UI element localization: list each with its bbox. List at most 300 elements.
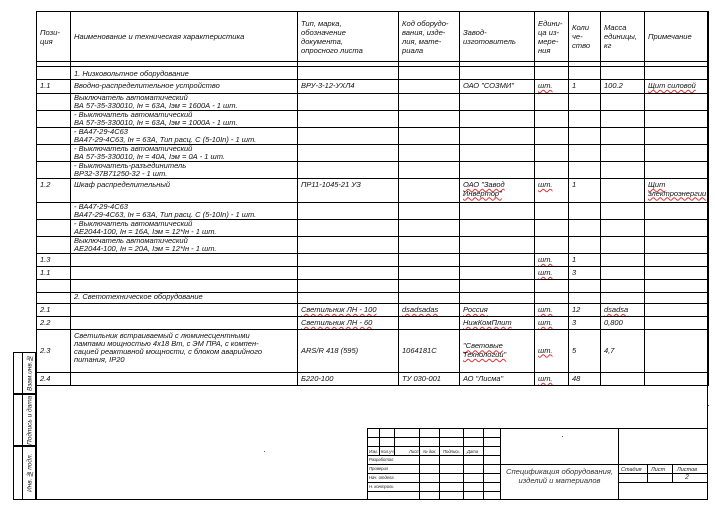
cell-qty [569, 330, 601, 373]
cell-note [645, 317, 709, 330]
cell-note [645, 280, 709, 293]
cell-qty [569, 94, 601, 111]
cell-qty [569, 267, 601, 280]
cell-maker [460, 220, 535, 237]
stamp-stage-label: Стадия [621, 467, 642, 473]
value-pos: 1.1 [40, 81, 51, 90]
stamp-col-signature: Подпись [443, 449, 460, 454]
table-row [37, 317, 709, 330]
cell-type [298, 237, 399, 254]
cell-note [645, 145, 709, 162]
value-qty: 3 [572, 318, 577, 327]
cell-maker [460, 373, 535, 386]
cell-maker [460, 145, 535, 162]
value-pos: 2.2 [40, 318, 51, 327]
cell-pos [37, 373, 71, 386]
value-mass: 100.2 [604, 81, 623, 90]
cell-maker [460, 330, 535, 373]
cell-pos [37, 162, 71, 179]
name-line: - ВА47-29-4С63 [74, 127, 128, 136]
cell-pos [37, 145, 71, 162]
cell-note [645, 373, 709, 386]
cell-unit [535, 67, 569, 80]
name-line: ВА 57-35-330010, Iн = 63А, Iэм = 1000А - 1 шт. [74, 118, 238, 127]
value-type: Светильник ЛН - 100 [301, 305, 377, 314]
cell-type [298, 373, 399, 386]
cell-qty [569, 80, 601, 94]
cell-pos [37, 293, 71, 304]
cell-unit [535, 304, 569, 317]
value-qty: 12 [572, 305, 581, 314]
cell-name [71, 162, 298, 179]
table-row [37, 162, 709, 179]
cell-name [71, 267, 298, 280]
cell-type [298, 254, 399, 267]
header-code: Код оборудо- вания, изде- лия, мате- риала [399, 12, 460, 62]
cell-code [399, 94, 460, 111]
cell-type [298, 267, 399, 280]
cell-name [71, 111, 298, 128]
cell-code [399, 111, 460, 128]
name-line: Выключатель автоматический [74, 93, 188, 102]
cell-pos [37, 317, 71, 330]
cell-mass [601, 179, 645, 203]
cell-pos [37, 267, 71, 280]
cell-mass [601, 128, 645, 145]
cell-name [71, 80, 298, 94]
cell-note [645, 220, 709, 237]
value-code: dsadsadas [402, 305, 439, 314]
cell-maker [460, 111, 535, 128]
table-row [37, 80, 709, 94]
name-line: АЕ2044-100, Iн = 16А, Iэм = 12*Iн - 1 шт. [74, 227, 217, 236]
cell-code [399, 280, 460, 293]
cell-code [399, 254, 460, 267]
cell-pos [37, 330, 71, 373]
name-line: Вводно-распределительное устройство [74, 81, 220, 90]
cell-name [71, 304, 298, 317]
table-row [37, 94, 709, 111]
value-code: ТУ 030-001 [402, 374, 441, 383]
side-box-inv-orig [13, 446, 36, 500]
stamp-role-developer: Разработал [369, 457, 394, 462]
cell-name [71, 280, 298, 293]
cell-pos [37, 94, 71, 111]
value-unit: шт. [538, 255, 553, 264]
name-line: - Выключатель автоматический [74, 219, 193, 228]
table-row [37, 330, 709, 373]
cell-qty [569, 280, 601, 293]
cell-code [399, 67, 460, 80]
name-line [74, 267, 294, 269]
cell-code [399, 220, 460, 237]
cell-name [71, 237, 298, 254]
name-line: 2. Светотехническое оборудование [74, 292, 203, 301]
stamp-col-count: Кол.уч. [381, 449, 395, 454]
stamp-role-head: Нач. отдела [369, 475, 394, 480]
value-code: 1064181С [402, 345, 437, 355]
cell-unit [535, 145, 569, 162]
table-row [37, 220, 709, 237]
table-row [37, 179, 709, 203]
cell-type [298, 67, 399, 80]
cell-mass [601, 237, 645, 254]
cell-qty [569, 293, 601, 304]
header-quantity: Коли че- ство [569, 12, 601, 62]
cell-pos [37, 128, 71, 145]
name-line: 1. Низковольтное оборудование [74, 69, 189, 78]
table-row [37, 304, 709, 317]
value-mass: 4,7 [604, 345, 615, 355]
cell-code [399, 179, 460, 203]
cell-mass [601, 330, 645, 373]
cell-type [298, 203, 399, 220]
cell-code [399, 237, 460, 254]
table-row [37, 280, 709, 293]
cell-unit [535, 267, 569, 280]
cell-qty [569, 254, 601, 267]
cell-maker [460, 293, 535, 304]
value-mass: 0,800 [604, 318, 623, 327]
cell-maker [460, 280, 535, 293]
cell-pos [37, 67, 71, 80]
cell-qty [569, 317, 601, 330]
cell-type [298, 280, 399, 293]
value-qty: 3 [572, 268, 577, 277]
cell-maker [460, 162, 535, 179]
cell-pos [37, 304, 71, 317]
name-line: Выключатель автоматический [74, 236, 188, 245]
cell-maker [460, 203, 535, 220]
value-pos: 1.1 [40, 268, 51, 277]
specification-table [36, 11, 709, 386]
header-unit: Едини- ца из- мере- ния [535, 12, 569, 62]
header-name: Наименование и техническая характеристика [71, 12, 298, 62]
table-row [37, 237, 709, 254]
side-stamp [13, 352, 36, 500]
cell-mass [601, 280, 645, 293]
cell-note [645, 67, 709, 80]
header-position: Пози- ция [37, 12, 71, 62]
cell-code [399, 317, 460, 330]
cell-code [399, 203, 460, 220]
cell-name [71, 220, 298, 237]
cell-note [645, 162, 709, 179]
cell-qty [569, 67, 601, 80]
cell-unit [535, 373, 569, 386]
table-row [37, 373, 709, 386]
stamp-role-checker: Проверил [369, 466, 389, 471]
cell-mass [601, 162, 645, 179]
cell-unit [535, 203, 569, 220]
cell-name [71, 293, 298, 304]
cell-mass [601, 317, 645, 330]
cell-name [71, 67, 298, 80]
cell-pos [37, 254, 71, 267]
cell-code [399, 80, 460, 94]
cell-name [71, 373, 298, 386]
cell-code [399, 128, 460, 145]
cell-type [298, 330, 399, 373]
name-line: ВР32-37В71250-32 - 1 шт. [74, 169, 168, 178]
cell-unit [535, 179, 569, 203]
name-line: Светильник встраиваемый с люминесцентными [74, 331, 250, 340]
cell-type [298, 80, 399, 94]
cell-type [298, 145, 399, 162]
side-box-signature [13, 394, 36, 446]
name-line [74, 304, 294, 306]
table-row [37, 128, 709, 145]
cell-note [645, 330, 709, 373]
cell-unit [535, 94, 569, 111]
name-line: сацией реактивной мощности, с блоком аварийного [74, 347, 262, 356]
cell-name [71, 94, 298, 111]
cell-type [298, 304, 399, 317]
cell-unit [535, 254, 569, 267]
table-row [37, 111, 709, 128]
cell-note [645, 237, 709, 254]
cell-maker [460, 179, 535, 203]
cell-mass [601, 145, 645, 162]
cell-type [298, 179, 399, 203]
value-maker: Россия [463, 305, 488, 314]
name-line: Шкаф распределительный [74, 180, 171, 189]
side-label-inv-orig: Инв. №подл. [26, 453, 34, 493]
cell-mass [601, 373, 645, 386]
cell-pos [37, 280, 71, 293]
cell-note [645, 94, 709, 111]
stamp-col-date: Дата [467, 449, 479, 454]
stamp-col-docnum: № док. [423, 449, 437, 454]
cell-code [399, 145, 460, 162]
cell-name [71, 145, 298, 162]
cell-note [645, 267, 709, 280]
cell-mass [601, 304, 645, 317]
name-line: - ВА47-29-4С63 [74, 202, 128, 211]
cell-name [71, 179, 298, 203]
name-line: ВА47-29-4С63, Iн = 63А, Тип расц. С (5-10In) - 1 шт. [74, 135, 257, 144]
cell-mass [601, 111, 645, 128]
cell-qty [569, 128, 601, 145]
name-line: ВА 57-35-330010, Iн = 63А, Iэм = 1600А - 1 шт. [74, 101, 238, 110]
name-line: ВА 57-35-330010, Iн = 40А, Iэм = 0А - 1 шт. [74, 152, 226, 161]
cell-pos [37, 179, 71, 203]
name-line: - Выключатель автоматический [74, 144, 193, 153]
cell-qty [569, 145, 601, 162]
value-maker: АО "Лисма" [463, 374, 504, 383]
stamp-sheet-label: Лист [651, 467, 666, 473]
table-row [37, 254, 709, 267]
cell-mass [601, 293, 645, 304]
cell-qty [569, 203, 601, 220]
side-label-inv-dup: Взам.инв.№ [26, 354, 34, 392]
cell-unit [535, 293, 569, 304]
name-line [74, 373, 294, 375]
value-type: Светильник ЛН - 60 [301, 318, 373, 327]
document-title: Спецификация оборудования, изделий и материалов [505, 467, 614, 485]
cell-unit [535, 111, 569, 128]
cell-note [645, 128, 709, 145]
cell-note [645, 293, 709, 304]
cell-mass [601, 254, 645, 267]
stamp-sheets-label: Листов [677, 467, 698, 473]
cell-note [645, 111, 709, 128]
value-pos: 2.4 [40, 374, 51, 383]
cell-maker [460, 67, 535, 80]
value-unit: шт. [538, 81, 553, 90]
cell-code [399, 304, 460, 317]
header-note: Примечание [645, 12, 709, 62]
header-mass: Масса единицы, кг [601, 12, 645, 62]
cell-qty [569, 162, 601, 179]
cell-mass [601, 94, 645, 111]
cell-pos [37, 220, 71, 237]
cell-maker [460, 317, 535, 330]
cell-qty [569, 179, 601, 203]
name-line [74, 254, 294, 256]
cell-maker [460, 254, 535, 267]
value-qty: 5 [572, 345, 577, 355]
table-row [37, 203, 709, 220]
cell-type [298, 317, 399, 330]
cell-qty [569, 304, 601, 317]
value-note: Щит силовой [648, 81, 696, 90]
cell-unit [535, 80, 569, 94]
cell-maker [460, 94, 535, 111]
cell-type [298, 220, 399, 237]
cell-mass [601, 80, 645, 94]
value-qty: 1 [572, 180, 577, 189]
cell-name [71, 330, 298, 373]
value-qty: 1 [572, 255, 577, 264]
cell-mass [601, 267, 645, 280]
table-row [37, 67, 709, 80]
name-line: питания, IP20 [74, 355, 125, 364]
value-qty: 48 [572, 374, 581, 383]
cell-qty [569, 373, 601, 386]
cell-type [298, 162, 399, 179]
cell-maker [460, 128, 535, 145]
cell-pos [37, 111, 71, 128]
cell-note [645, 304, 709, 317]
value-type: ВРУ-3-12-УХЛ4 [301, 81, 355, 90]
cell-unit [535, 162, 569, 179]
value-type: ПР11-1045-21 УЗ [301, 180, 361, 189]
stamp-sheets-value: 2 [685, 474, 689, 481]
value-pos: 1.2 [40, 180, 51, 189]
cell-name [71, 128, 298, 145]
value-unit: шт. [538, 268, 553, 277]
value-qty: 1 [572, 81, 577, 90]
ink-dot [708, 405, 709, 406]
value-maker: "Световые Технологии" [463, 341, 507, 359]
title-block [367, 428, 708, 500]
value-unit: шт. [538, 318, 553, 327]
side-box-inv-dup [13, 352, 36, 394]
value-pos: 2.3 [40, 345, 51, 355]
name-line: лампами мощностью 4х18 Вт, с ЭМ ПРА, с компен- [74, 339, 259, 348]
cell-type [298, 293, 399, 304]
cell-unit [535, 330, 569, 373]
cell-pos [37, 237, 71, 254]
cell-code [399, 330, 460, 373]
value-pos: 1.3 [40, 255, 51, 264]
value-mass: dsadsa [604, 305, 629, 314]
name-line [74, 317, 294, 319]
cell-unit [535, 317, 569, 330]
value-unit: шт. [538, 180, 553, 189]
cell-maker [460, 304, 535, 317]
cell-note [645, 254, 709, 267]
cell-code [399, 373, 460, 386]
cell-pos [37, 203, 71, 220]
table-row [37, 293, 709, 304]
stamp-col-change: Изм. [369, 449, 378, 454]
cell-qty [569, 237, 601, 254]
cell-code [399, 293, 460, 304]
ink-dot [562, 436, 563, 437]
value-maker: ОАО "Завод Инвертор" [463, 180, 505, 198]
table-header [37, 12, 709, 62]
cell-code [399, 267, 460, 280]
table-row [37, 145, 709, 162]
cell-name [71, 317, 298, 330]
value-type: ARS/R 418 (595) [301, 345, 359, 355]
name-line: - Выключатель-разъединитель [74, 161, 187, 170]
value-unit: шт. [538, 305, 553, 314]
cell-note [645, 203, 709, 220]
stamp-col-sheet: Лист [409, 449, 420, 454]
cell-name [71, 254, 298, 267]
cell-unit [535, 220, 569, 237]
value-note: Щит электроэнергии [648, 180, 707, 198]
cell-qty [569, 111, 601, 128]
name-line: ВА47-29-4С63, Iн = 63А, Тип расц. С (5-10In) - 1 шт. [74, 210, 257, 219]
value-maker: НижКомПлит [463, 318, 512, 327]
cell-maker [460, 237, 535, 254]
cell-maker [460, 80, 535, 94]
stamp-role-norm: Н. контроль [369, 484, 394, 489]
value-unit: шт. [538, 345, 553, 355]
cell-name [71, 203, 298, 220]
cell-mass [601, 67, 645, 80]
cell-mass [601, 203, 645, 220]
value-maker: ОАО "СОЗМИ" [463, 81, 514, 90]
cell-qty [569, 220, 601, 237]
cell-note [645, 80, 709, 94]
side-label-signature: Подпись и дата [26, 395, 34, 445]
cell-mass [601, 220, 645, 237]
cell-pos [37, 80, 71, 94]
name-line: - Выключатель автоматический [74, 110, 193, 119]
cell-note [645, 179, 709, 203]
value-pos: 2.1 [40, 305, 51, 314]
table-row [37, 267, 709, 280]
cell-type [298, 94, 399, 111]
cell-code [399, 162, 460, 179]
header-maker: Завод- изготовитель [460, 12, 535, 62]
cell-unit [535, 237, 569, 254]
value-type: Б220-100 [301, 374, 334, 383]
cell-unit [535, 280, 569, 293]
header-type: Тип, марка, обозначение документа, опросного листа [298, 12, 399, 62]
cell-type [298, 128, 399, 145]
ink-dot [264, 451, 265, 452]
name-line: АЕ2044-100, Iн = 20А, Iэм = 12*Iн - 1 шт. [74, 244, 217, 253]
cell-unit [535, 128, 569, 145]
cell-maker [460, 267, 535, 280]
cell-type [298, 111, 399, 128]
